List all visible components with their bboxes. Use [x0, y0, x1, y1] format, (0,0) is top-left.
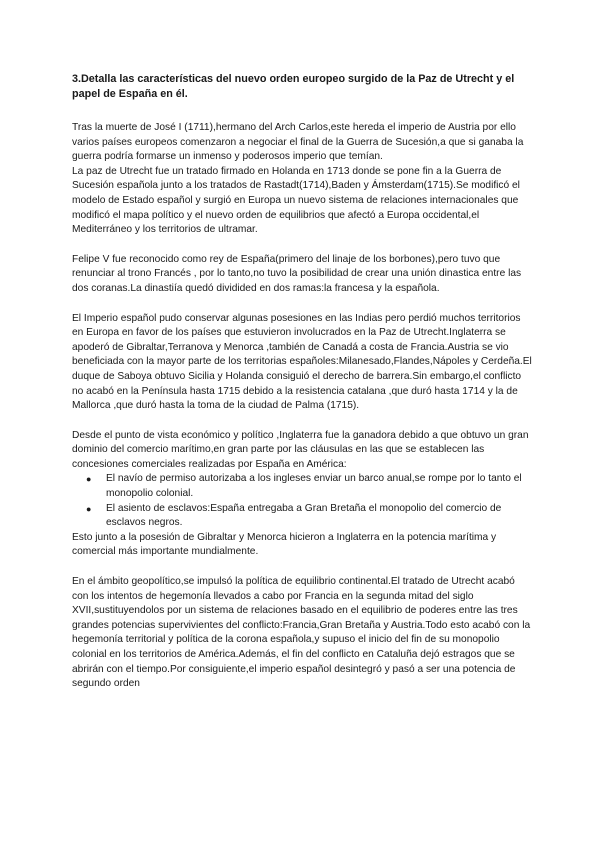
- bullet-icon: ●: [86, 474, 92, 485]
- paragraph-text: El Imperio español pudo conservar algunas posesiones en las Indias pero perdió muchos territorios en Europa en favor de los países que estuvieron involucrados en la Paz de Utrecht.Inglaterra se apoderó de Gibraltar,Terranova y Menorca ,también de Canadá a costa de Francia.Austria se vio beneficiada con la mayor parte de los territorias españoles:Milanesado,Flandes,Nápoles y Cerdeña.El duque de Saboya obtuvo Sicilia y Holanda consiguió el derecho de barrera.Sin embargo,el conflicto no acabó en la Península hasta 1715 debido a la resistencia catalana ,que duró hasta 1714 y la de Mallorca ,que duró hasta la toma de la ciudad de Palma (1715).: [72, 312, 532, 412]
- document-page: [72, 72, 532, 707]
- question-title: 3.Detalla las características del nuevo orden europeo surgido de la Paz de Utrecht y el papel de España en él.: [72, 73, 515, 100]
- list-item-text: El asiento de esclavos:España entregaba a Gran Bretaña el monopolio del comercio de esclavos negros.: [106, 502, 502, 529]
- paragraph-text: Felipe V fue reconocido como rey de España(primero del linaje de los borbones),pero tuvo que renunciar al trono Francés , por lo tanto,no tuvo la posibilidad de crear una unión dinastica entre las dos coranas.La dinastiía quedó dividided en dos ramas:la francesa y la española.: [72, 253, 522, 294]
- paragraph-text: Esto junto a la posesión de Gibraltar y Menorca hicieron a Inglaterra en la potencia marítima y comercial más importante mundialmente.: [72, 531, 497, 558]
- paragraph-economy: [72, 429, 532, 560]
- bullet-icon: ●: [86, 503, 92, 514]
- paragraph-text: Desde el punto de vista económico y político ,Inglaterra fue la ganadora debido a que obtuvo un gran dominio del comercio marítimo,en gran parte por las cláusulas en las que se establecen las concesiones comerciales realizadas por España en América:: [72, 429, 529, 470]
- list-item: [86, 502, 532, 531]
- bullet-list: [72, 472, 532, 530]
- list-item-text: El navío de permiso autorizaba a los ingleses enviar un barco anual,se rompe por lo tanto el monopolio colonial.: [106, 473, 522, 500]
- paragraph-text: La paz de Utrecht fue un tratado firmado en Holanda en 1713 donde se pone fin a la Guerra de Sucesión española junto a los tratados de Rastadt(1714),Baden y Ámsterdam(1715).Se modificó el modelo de Estado español y surgió en Europa un nuevo sistema de relaciones internacionales que modificó el mapa político y el nuevo orden de equilibrios que afectó a Europa occidental,el Mediterráneo y los territorios de ultramar.: [72, 165, 520, 236]
- paragraph-felipe: [72, 253, 532, 297]
- paragraph-geopolitics: [72, 575, 532, 692]
- paragraph-intro: [72, 121, 532, 238]
- paragraph-territories: [72, 312, 532, 414]
- list-item: [86, 472, 532, 501]
- paragraph-text: Tras la muerte de José I (1711),hermano del Arch Carlos,este hereda el imperio de Austria por ello varios países europeos comenzaron a negociar el final de la Guerra de Sucesión,a que si ganaba la guerra podría formarse un inmenso y poderosos imperio que temían.: [72, 122, 524, 163]
- paragraph-text: En el ámbito geopolítico,se impulsó la política de equilibrio continental.El tratado de Utrecht acabó con los intentos de hegemonía llevados a cabo por Francia en la segunda mitad del siglo XVII,sustituyendolos por un sistema de relaciones basado en el equilibrio de poderes entre las tres grandes potencias supervivientes del conflicto:Francia,Gran Bretaña y Austria.Todo esto acabó con la hegemonía territorial y política de la corona española,y supuso el inicio del fin de su monopolio colonial en los territorios de América.Además, el fin del conflicto en Cataluña dejó estragos que se abrirán con el tiempo.Por consiguiente,el imperio español desintegró y pasó a ser una potencia de segundo orden: [72, 576, 531, 690]
